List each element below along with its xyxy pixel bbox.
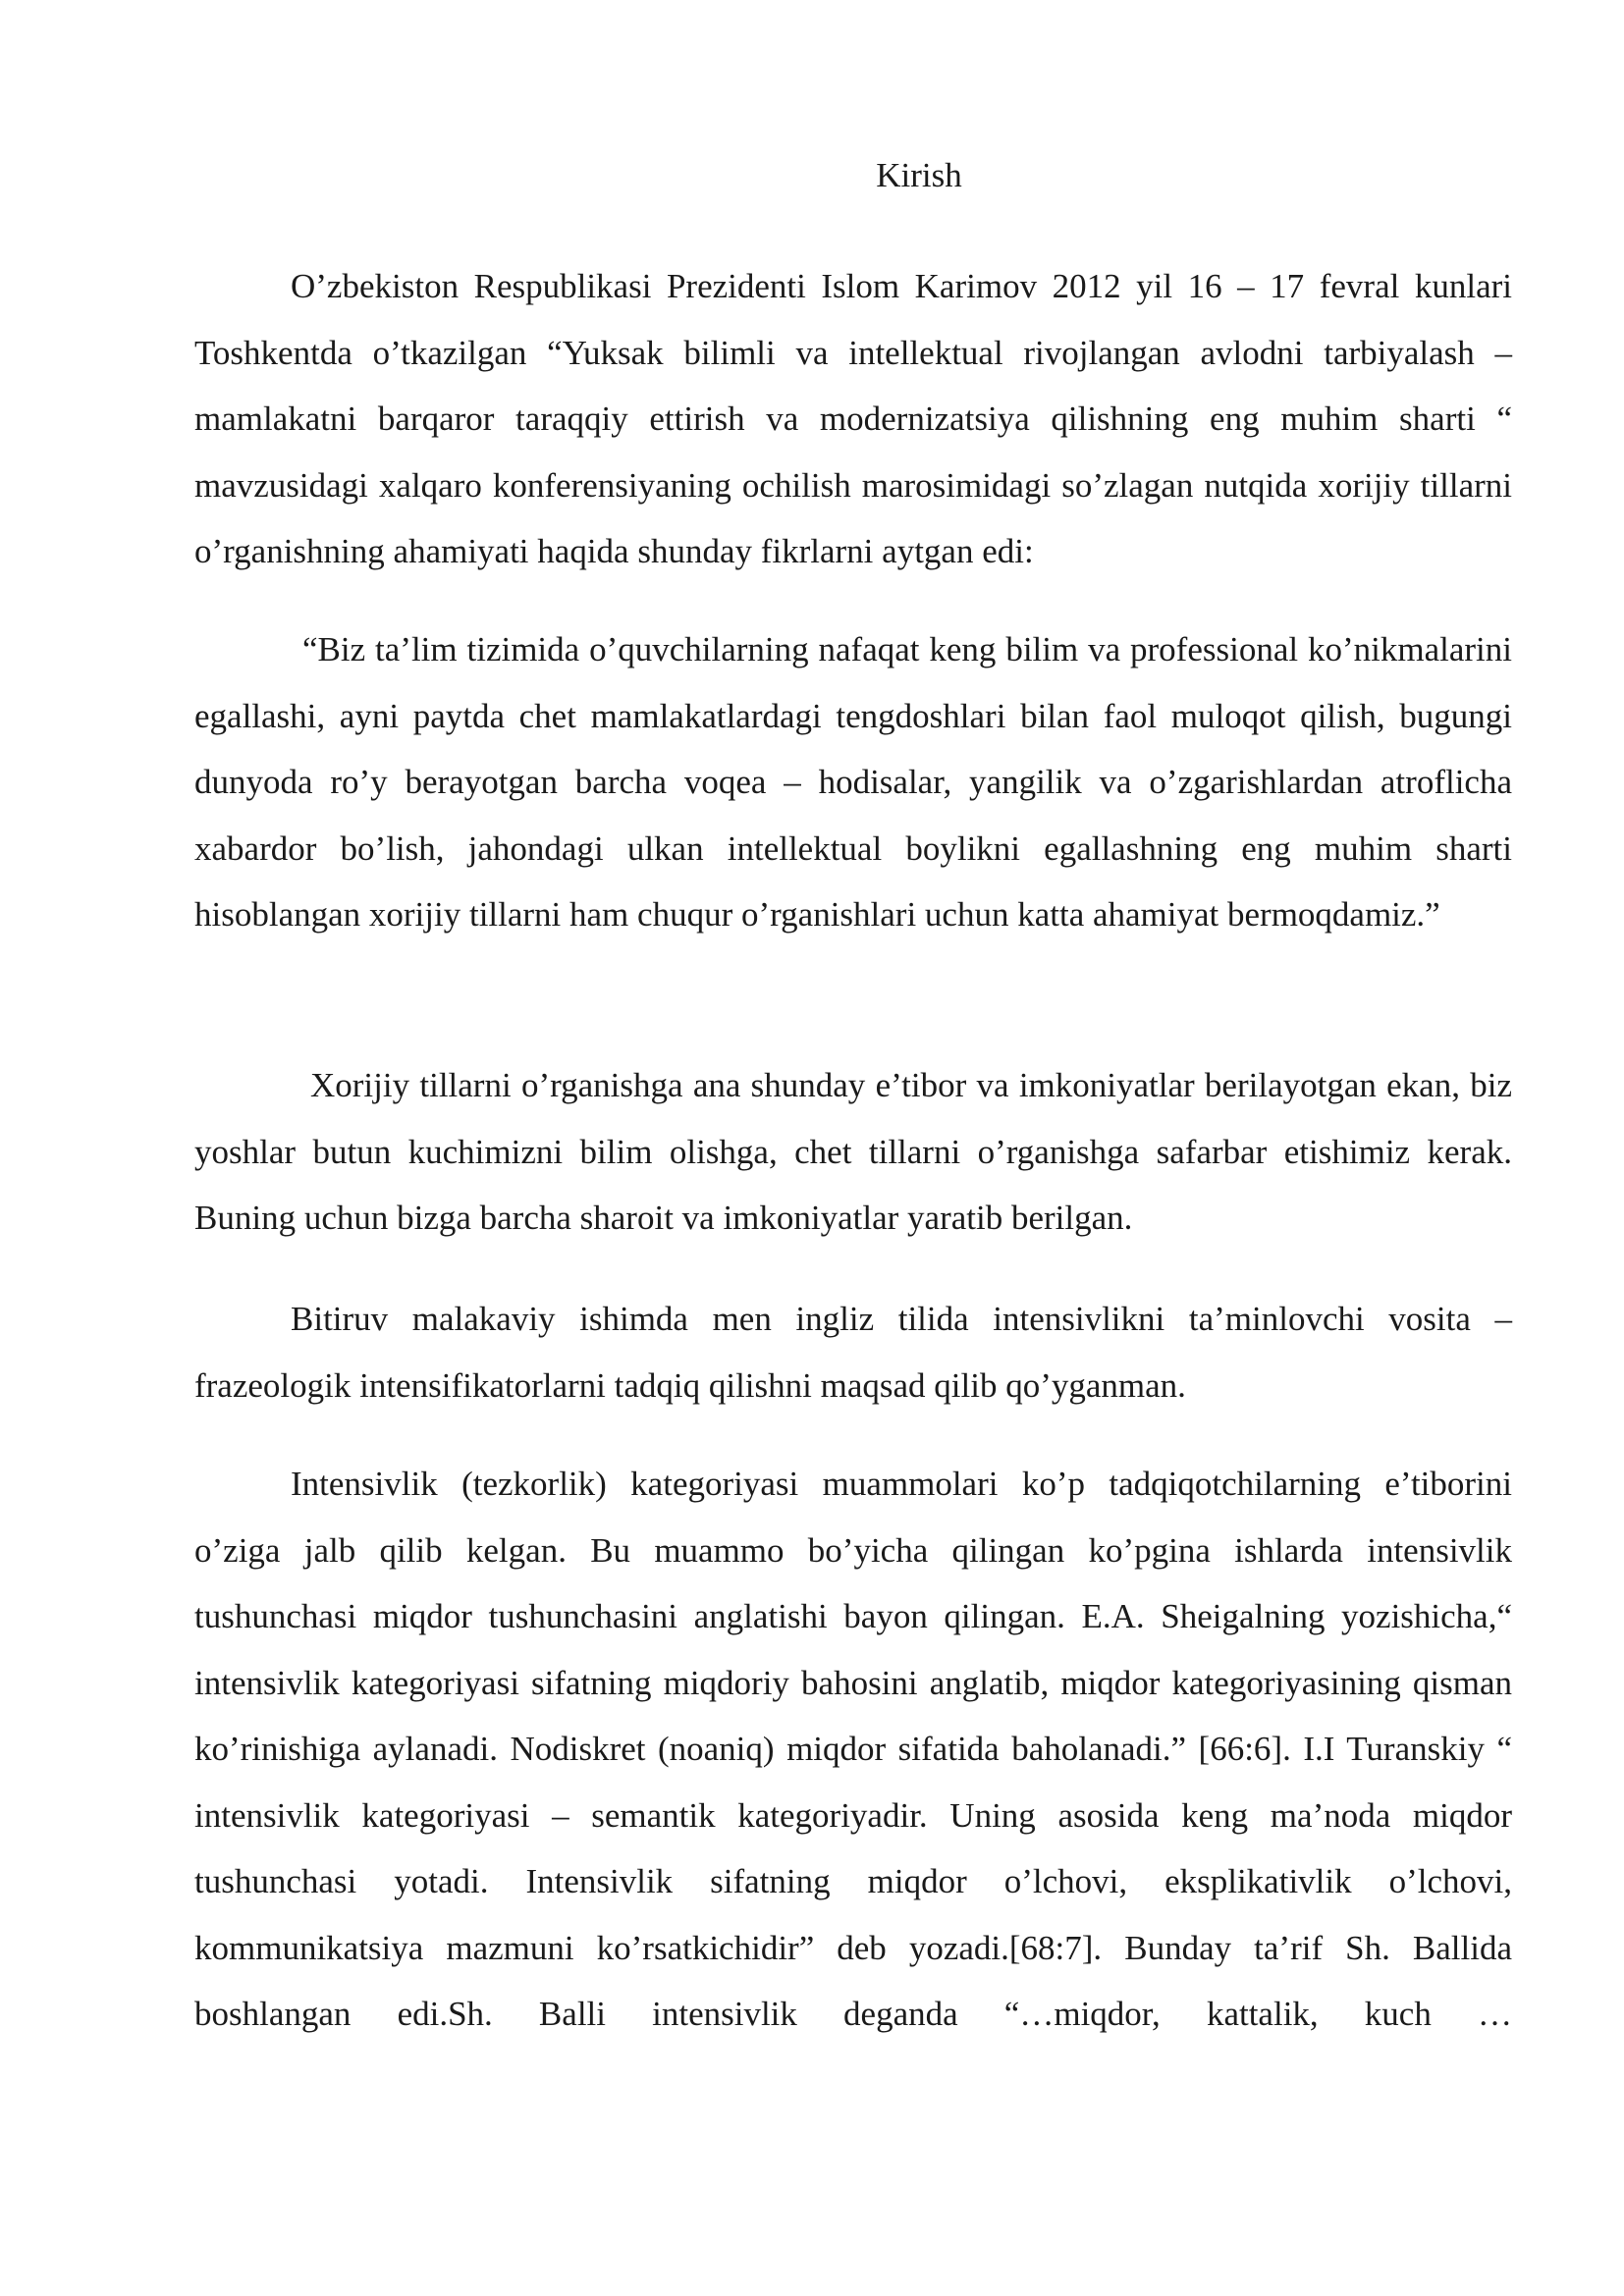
paragraph-4: Bitiruv malakaviy ishimda men ingliz tilida intensivlikni ta’minlovchi vosita – frazeologik intensifikatorlarni tadqiq qilishni maqsad qilib qo’yganman. xyxy=(194,1300,1512,1405)
paragraph-2-quote: “Biz ta’lim tizimida o’quvchilarning nafaqat keng bilim va professional ko’nikmalarini egallashi, ayni paytda chet mamlakatlardagi tengdoshlari bilan faol muloqot qilish, bugungi dunyoda ro’y berayotgan barcha voqea – hodisalar, yangilik va o’zgarishlardan atroflicha xabardor bo’lish, jahondagi ulkan intellektual boylikni egallashning eng muhim sharti hisoblangan xorijiy tillarni ham chuqur o’rganishlari uchun katta ahamiyat bermoqdamiz.” xyxy=(194,630,1512,934)
paragraph-3: Xorijiy tillarni o’rganishga ana shunday e’tibor va imkoniyatlar berilayotgan ekan, biz yoshlar butun kuchimizni bilim olishga, chet tillarni o’rganishga safarbar etishimiz kerak. Buning uchun bizga barcha sharoit va imkoniyatlar yaratib berilgan. xyxy=(194,1066,1512,1237)
paragraph-1: O’zbekiston Respublikasi Prezidenti Islom Karimov 2012 yil 16 – 17 fevral kunlari Toshkentda o’tkazilgan “Yuksak bilimli va intellektual rivojlangan avlodni tarbiyalash – mamlakatni barqaror taraqqiy ettirish va modernizatsiya qilishning eng muhim sharti “ mavzusidagi xalqaro konferensiyaning ochilish marosimidagi so’zlagan nutqida xorijiy tillarni o’rganishning ahamiyati haqida shunday fikrlarni aytgan edi: xyxy=(194,267,1512,570)
page-heading: Kirish xyxy=(876,156,962,194)
paragraph-5: Intensivlik (tezkorlik) kategoriyasi muammolari ko’p tadqiqotchilarning e’tiborini o’ziga jalb qilib kelgan. Bu muammo bo’yicha qilingan ko’pgina ishlarda intensivlik tushunchasi miqdor tushunchasini anglatishi bayon qilingan. E.A. Sheigalning yozishicha,“ intensivlik kategoriyasi sifatning miqdoriy bahosini anglatib, miqdor kategoriyasining qisman ko’rinishiga aylanadi. Nodiskret (noaniq) miqdor sifatida baholanadi.” [66:6]. I.I Turanskiy “ intensivlik kategoriyasi – semantik kategoriyadir. Uning asosida keng ma’noda miqdor tushunchasi yotadi. Intensivlik sifatning miqdor o’lchovi, eksplikativlik o’lchovi, kommunikatsiya mazmuni ko’rsatkichidir” deb yozadi.[68:7]. Bunday ta’rif Sh. Ballida boshlangan edi.Sh. Balli intensivlik deganda “…miqdor, kattalik, kuch … xyxy=(194,1465,1512,2033)
